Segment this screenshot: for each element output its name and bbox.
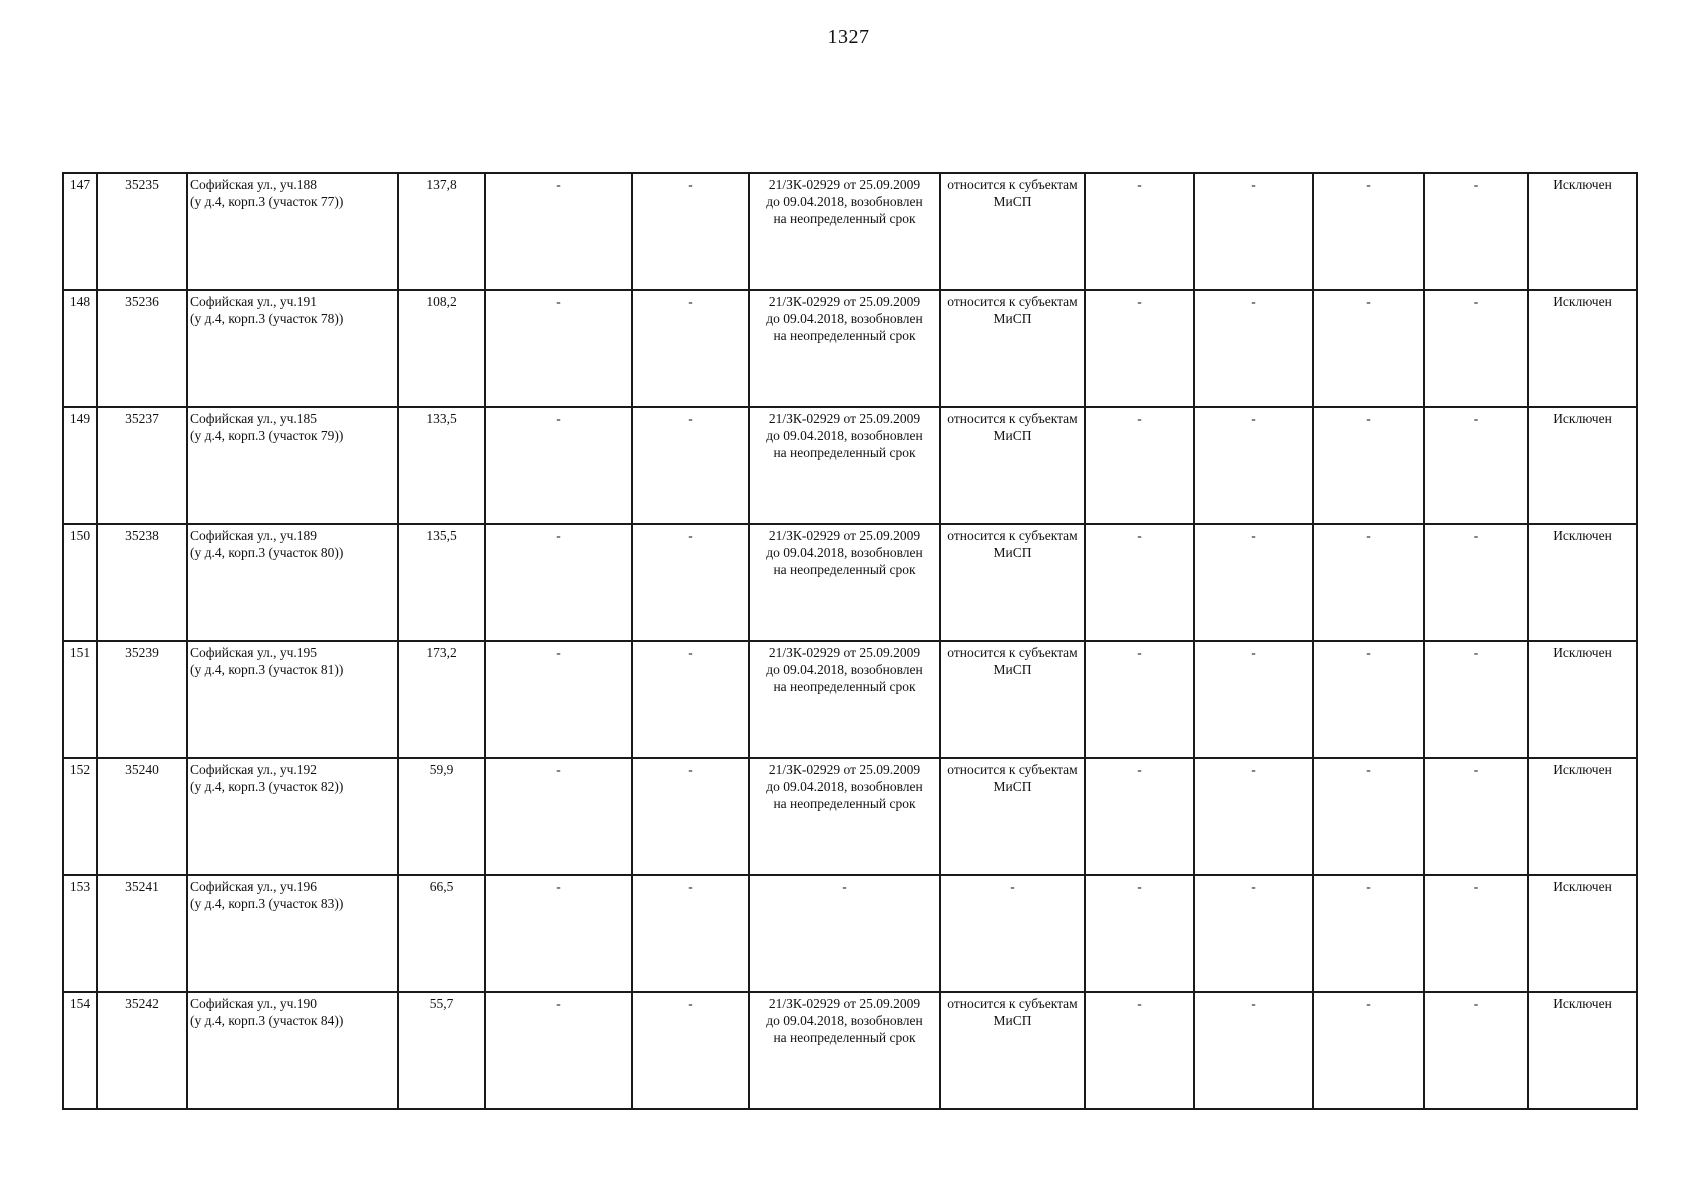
column-6-cell: -	[632, 524, 749, 641]
address-line-2: (у д.4, корп.3 (участок 79))	[190, 428, 344, 443]
table-row	[63, 290, 1637, 407]
object-id-cell: 35238	[97, 524, 187, 641]
column-5-cell: -	[485, 992, 632, 1109]
category-line-1: относится к субъектам	[947, 411, 1078, 426]
column-10-cell: -	[1194, 758, 1313, 875]
address-line-1: Софийская ул., уч.191	[190, 294, 318, 309]
category-line-1: -	[1010, 879, 1015, 894]
category-line-1: относится к субъектам	[947, 762, 1078, 777]
area-cell: 59,9	[398, 758, 485, 875]
row-number-cell: 149	[63, 407, 97, 524]
lease-line-2: до 09.04.2018, возобновлен	[766, 311, 923, 326]
column-6-cell: -	[632, 173, 749, 290]
lease-cell	[749, 641, 940, 758]
column-10-cell: -	[1194, 407, 1313, 524]
column-5-cell: -	[485, 173, 632, 290]
column-5-cell: -	[485, 407, 632, 524]
object-id-cell: 35240	[97, 758, 187, 875]
address-line-2: (у д.4, корп.3 (участок 81))	[190, 662, 344, 677]
lease-cell	[749, 758, 940, 875]
category-cell	[940, 524, 1085, 641]
area-cell: 135,5	[398, 524, 485, 641]
lease-cell	[749, 173, 940, 290]
row-number-cell: 150	[63, 524, 97, 641]
column-12-cell: -	[1424, 173, 1528, 290]
lease-line-3: на неопределенный срок	[773, 562, 916, 577]
category-line-1: относится к субъектам	[947, 177, 1078, 192]
category-cell	[940, 641, 1085, 758]
lease-line-3: на неопределенный срок	[773, 211, 916, 226]
lease-line-3: на неопределенный срок	[773, 1030, 916, 1045]
column-5-cell: -	[485, 524, 632, 641]
address-cell	[187, 524, 398, 641]
status-cell: Исключен	[1528, 173, 1637, 290]
category-cell	[940, 407, 1085, 524]
category-cell	[940, 290, 1085, 407]
address-cell	[187, 173, 398, 290]
object-id-cell: 35235	[97, 173, 187, 290]
lease-cell	[749, 407, 940, 524]
column-9-cell: -	[1085, 641, 1194, 758]
category-line-1: относится к субъектам	[947, 645, 1078, 660]
column-5-cell: -	[485, 641, 632, 758]
column-10-cell: -	[1194, 173, 1313, 290]
lease-line-1: 21/ЗК-02929 от 25.09.2009	[768, 645, 921, 660]
address-line-2: (у д.4, корп.3 (участок 83))	[190, 896, 344, 911]
row-number-cell: 154	[63, 992, 97, 1109]
lease-cell	[749, 290, 940, 407]
status-cell: Исключен	[1528, 290, 1637, 407]
lease-line-1: 21/ЗК-02929 от 25.09.2009	[768, 996, 921, 1011]
address-line-1: Софийская ул., уч.192	[190, 762, 318, 777]
object-id-cell: 35239	[97, 641, 187, 758]
column-9-cell: -	[1085, 524, 1194, 641]
address-cell	[187, 641, 398, 758]
column-9-cell: -	[1085, 758, 1194, 875]
object-id-cell: 35241	[97, 875, 187, 992]
table-row	[63, 875, 1637, 992]
table-body	[63, 173, 1637, 1109]
column-9-cell: -	[1085, 875, 1194, 992]
category-line-2: МиСП	[993, 1013, 1032, 1028]
status-cell: Исключен	[1528, 524, 1637, 641]
lease-line-1: -	[842, 879, 847, 894]
column-9-cell: -	[1085, 992, 1194, 1109]
column-6-cell: -	[632, 758, 749, 875]
object-id-cell: 35236	[97, 290, 187, 407]
column-10-cell: -	[1194, 290, 1313, 407]
lease-line-1: 21/ЗК-02929 от 25.09.2009	[768, 528, 921, 543]
category-line-2: МиСП	[993, 311, 1032, 326]
table-row	[63, 407, 1637, 524]
column-10-cell: -	[1194, 992, 1313, 1109]
column-6-cell: -	[632, 992, 749, 1109]
column-9-cell: -	[1085, 407, 1194, 524]
row-number-cell: 152	[63, 758, 97, 875]
lease-line-2: до 09.04.2018, возобновлен	[766, 428, 923, 443]
page-number: 1327	[827, 26, 870, 48]
category-line-1: относится к субъектам	[947, 294, 1078, 309]
table-row	[63, 524, 1637, 641]
status-cell: Исключен	[1528, 992, 1637, 1109]
address-cell	[187, 758, 398, 875]
lease-line-3: на неопределенный срок	[773, 445, 916, 460]
category-line-1: относится к субъектам	[947, 528, 1078, 543]
category-line-2: МиСП	[993, 545, 1032, 560]
category-line-2: МиСП	[993, 428, 1032, 443]
status-cell: Исключен	[1528, 641, 1637, 758]
category-line-2: МиСП	[993, 779, 1032, 794]
lease-line-2: до 09.04.2018, возобновлен	[766, 1013, 923, 1028]
column-9-cell: -	[1085, 173, 1194, 290]
column-12-cell: -	[1424, 875, 1528, 992]
row-number-cell: 153	[63, 875, 97, 992]
status-cell: Исключен	[1528, 758, 1637, 875]
lease-line-2: до 09.04.2018, возобновлен	[766, 662, 923, 677]
column-11-cell: -	[1313, 407, 1424, 524]
lease-line-1: 21/ЗК-02929 от 25.09.2009	[768, 177, 921, 192]
category-line-1: относится к субъектам	[947, 996, 1078, 1011]
status-cell: Исключен	[1528, 875, 1637, 992]
category-cell	[940, 758, 1085, 875]
column-6-cell: -	[632, 290, 749, 407]
column-11-cell: -	[1313, 524, 1424, 641]
address-line-1: Софийская ул., уч.189	[190, 528, 318, 543]
column-11-cell: -	[1313, 290, 1424, 407]
row-number-cell: 148	[63, 290, 97, 407]
table-row	[63, 758, 1637, 875]
table-row	[63, 641, 1637, 758]
column-12-cell: -	[1424, 524, 1528, 641]
address-line-2: (у д.4, корп.3 (участок 78))	[190, 311, 344, 326]
column-5-cell: -	[485, 875, 632, 992]
address-cell	[187, 992, 398, 1109]
column-6-cell: -	[632, 641, 749, 758]
lease-line-1: 21/ЗК-02929 от 25.09.2009	[768, 762, 921, 777]
category-cell	[940, 992, 1085, 1109]
lease-cell	[749, 992, 940, 1109]
address-line-1: Софийская ул., уч.195	[190, 645, 318, 660]
lease-line-3: на неопределенный срок	[773, 796, 916, 811]
object-id-cell: 35237	[97, 407, 187, 524]
address-line-1: Софийская ул., уч.196	[190, 879, 318, 894]
lease-line-3: на неопределенный срок	[773, 679, 916, 694]
column-12-cell: -	[1424, 992, 1528, 1109]
area-cell: 55,7	[398, 992, 485, 1109]
address-cell	[187, 875, 398, 992]
column-12-cell: -	[1424, 407, 1528, 524]
column-12-cell: -	[1424, 290, 1528, 407]
column-11-cell: -	[1313, 758, 1424, 875]
lease-line-1: 21/ЗК-02929 от 25.09.2009	[768, 294, 921, 309]
category-cell	[940, 173, 1085, 290]
lease-cell	[749, 524, 940, 641]
lease-line-2: до 09.04.2018, возобновлен	[766, 194, 923, 209]
column-10-cell: -	[1194, 524, 1313, 641]
column-5-cell: -	[485, 758, 632, 875]
lease-line-2: до 09.04.2018, возобновлен	[766, 545, 923, 560]
registry-table	[62, 172, 1638, 1110]
column-10-cell: -	[1194, 875, 1313, 992]
column-6-cell: -	[632, 407, 749, 524]
column-11-cell: -	[1313, 173, 1424, 290]
object-id-cell: 35242	[97, 992, 187, 1109]
address-line-1: Софийская ул., уч.190	[190, 996, 318, 1011]
lease-line-3: на неопределенный срок	[773, 328, 916, 343]
address-line-2: (у д.4, корп.3 (участок 80))	[190, 545, 344, 560]
address-cell	[187, 407, 398, 524]
lease-line-2: до 09.04.2018, возобновлен	[766, 779, 923, 794]
address-line-2: (у д.4, корп.3 (участок 84))	[190, 1013, 344, 1028]
lease-cell	[749, 875, 940, 992]
category-cell	[940, 875, 1085, 992]
address-line-1: Софийская ул., уч.188	[190, 177, 318, 192]
column-11-cell: -	[1313, 875, 1424, 992]
status-cell: Исключен	[1528, 407, 1637, 524]
area-cell: 173,2	[398, 641, 485, 758]
table-row	[63, 992, 1637, 1109]
area-cell: 137,8	[398, 173, 485, 290]
address-line-2: (у д.4, корп.3 (участок 77))	[190, 194, 344, 209]
table-row	[63, 173, 1637, 290]
column-12-cell: -	[1424, 758, 1528, 875]
column-11-cell: -	[1313, 641, 1424, 758]
row-number-cell: 147	[63, 173, 97, 290]
area-cell: 66,5	[398, 875, 485, 992]
category-line-2: МиСП	[993, 662, 1032, 677]
column-11-cell: -	[1313, 992, 1424, 1109]
address-cell	[187, 290, 398, 407]
area-cell: 133,5	[398, 407, 485, 524]
address-line-1: Софийская ул., уч.185	[190, 411, 318, 426]
address-line-2: (у д.4, корп.3 (участок 82))	[190, 779, 344, 794]
column-9-cell: -	[1085, 290, 1194, 407]
column-10-cell: -	[1194, 641, 1313, 758]
row-number-cell: 151	[63, 641, 97, 758]
column-5-cell: -	[485, 290, 632, 407]
column-6-cell: -	[632, 875, 749, 992]
area-cell: 108,2	[398, 290, 485, 407]
category-line-2: МиСП	[993, 194, 1032, 209]
column-12-cell: -	[1424, 641, 1528, 758]
lease-line-1: 21/ЗК-02929 от 25.09.2009	[768, 411, 921, 426]
